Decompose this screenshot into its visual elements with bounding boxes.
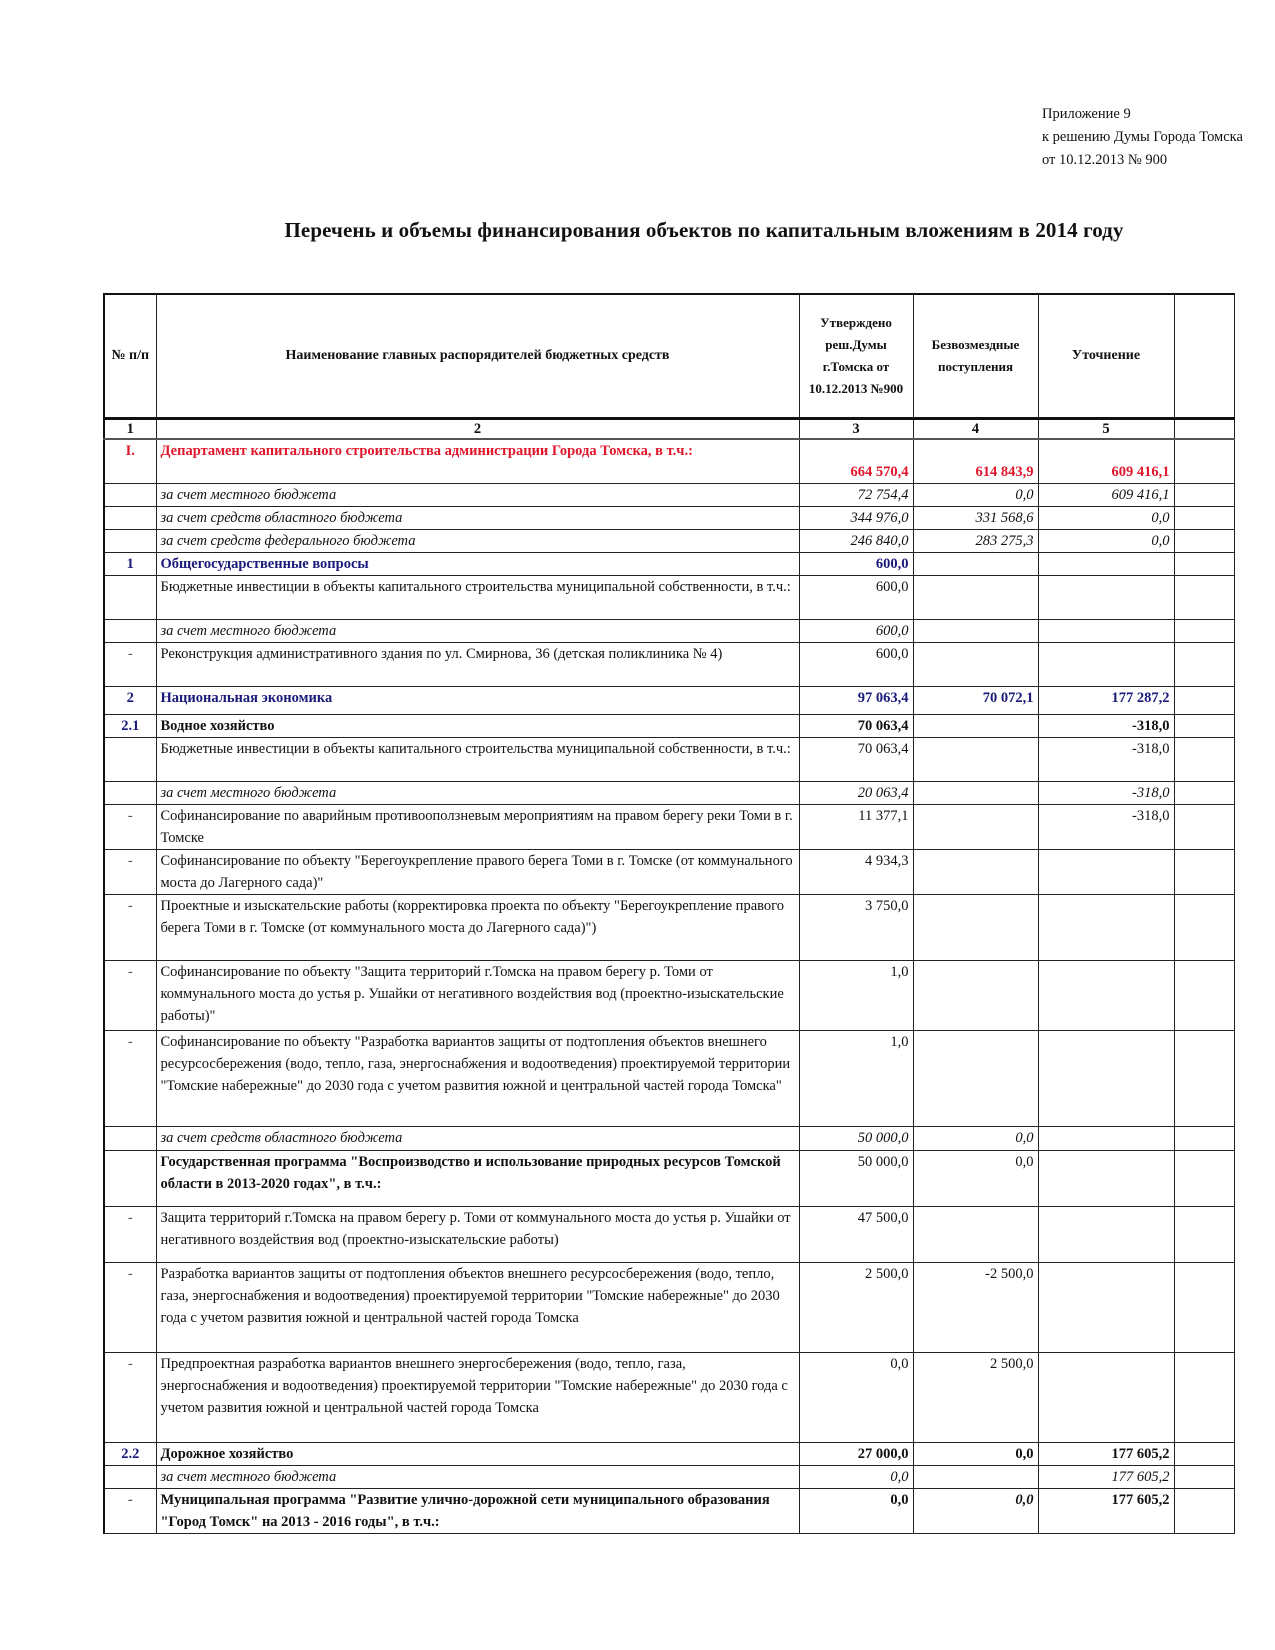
row-grants-value: 283 275,3 (913, 529, 1038, 552)
row-number: - (104, 1030, 156, 1126)
row-number: - (104, 1352, 156, 1442)
row-extra-value (1174, 1126, 1234, 1150)
row-approved-value: 600,0 (799, 575, 913, 619)
row-extra-value (1174, 575, 1234, 619)
table-row (104, 619, 1234, 642)
row-grants-value (913, 714, 1038, 737)
row-grants-value: 70 072,1 (913, 686, 1038, 714)
row-name: за счет местного бюджета (156, 781, 799, 804)
row-approved-value: 50 000,0 (799, 1126, 913, 1150)
row-approved-value: 97 063,4 (799, 686, 913, 714)
row-number: 2 (104, 686, 156, 714)
row-adjustment-value: 177 605,2 (1038, 1465, 1174, 1488)
row-number (104, 1126, 156, 1150)
row-name: Софинансирование по аварийным противооползневым мероприятиям на правом берегу реки Томи в г. Томске (156, 804, 799, 849)
row-approved-value: 600,0 (799, 642, 913, 686)
row-adjustment-value: 609 416,1 (1038, 439, 1174, 483)
row-name: Национальная экономика (156, 686, 799, 714)
row-number (104, 575, 156, 619)
column-number: 2 (156, 419, 799, 440)
header-grants: Безвозмездные поступления (913, 294, 1038, 419)
row-adjustment-value (1038, 1262, 1174, 1352)
row-number: - (104, 1206, 156, 1262)
row-extra-value (1174, 1442, 1234, 1465)
table-row (104, 804, 1234, 849)
row-name: Реконструкция административного здания по ул. Смирнова, 36 (детская поликлиника № 4) (156, 642, 799, 686)
row-adjustment-value (1038, 894, 1174, 960)
row-name: за счет средств областного бюджета (156, 1126, 799, 1150)
row-extra-value (1174, 960, 1234, 1030)
row-grants-value (913, 737, 1038, 781)
row-grants-value (913, 642, 1038, 686)
table-row (104, 714, 1234, 737)
table-row (104, 737, 1234, 781)
header-number: № п/п (104, 294, 156, 419)
row-adjustment-value: 0,0 (1038, 506, 1174, 529)
table-row (104, 575, 1234, 619)
row-number: - (104, 960, 156, 1030)
row-extra-value (1174, 894, 1234, 960)
row-grants-value: 2 500,0 (913, 1352, 1038, 1442)
row-adjustment-value (1038, 1030, 1174, 1126)
row-approved-value: 70 063,4 (799, 737, 913, 781)
row-grants-value (913, 575, 1038, 619)
row-name: Водное хозяйство (156, 714, 799, 737)
column-number-row (104, 419, 1234, 440)
row-name: Общегосударственные вопросы (156, 552, 799, 575)
row-grants-value: -2 500,0 (913, 1262, 1038, 1352)
table-row (104, 506, 1234, 529)
row-name: Защита территорий г.Томска на правом берегу р. Томи от коммунального моста до устья р. Ушайки от негативного воздействия вод (проектно-изыскательские работы) (156, 1206, 799, 1262)
row-adjustment-value: 177 605,2 (1038, 1488, 1174, 1533)
table-row (104, 781, 1234, 804)
row-approved-value: 664 570,4 (799, 439, 913, 483)
row-extra-value (1174, 1465, 1234, 1488)
table-row (104, 1030, 1234, 1126)
row-name: Софинансирование по объекту "Берегоукрепление правого берега Томи в г. Томске (от коммунального моста до Лагерного сада)" (156, 849, 799, 894)
row-approved-value: 4 934,3 (799, 849, 913, 894)
row-grants-value (913, 1206, 1038, 1262)
row-approved-value: 70 063,4 (799, 714, 913, 737)
column-number (1174, 419, 1234, 440)
row-approved-value: 20 063,4 (799, 781, 913, 804)
row-extra-value (1174, 642, 1234, 686)
row-name: Департамент капитального строительства администрации Города Томска, в т.ч.: (156, 439, 799, 483)
table-row (104, 1352, 1234, 1442)
row-approved-value: 0,0 (799, 1488, 913, 1533)
row-grants-value (913, 1465, 1038, 1488)
row-name: за счет местного бюджета (156, 483, 799, 506)
row-number (104, 506, 156, 529)
column-number: 3 (799, 419, 913, 440)
row-grants-value (913, 804, 1038, 849)
header-extra (1174, 294, 1234, 419)
row-number (104, 781, 156, 804)
row-adjustment-value: -318,0 (1038, 781, 1174, 804)
row-name: за счет местного бюджета (156, 1465, 799, 1488)
row-approved-value: 0,0 (799, 1352, 913, 1442)
row-extra-value (1174, 737, 1234, 781)
row-extra-value (1174, 529, 1234, 552)
row-number (104, 737, 156, 781)
document-title: Перечень и объемы финансирования объектов по капитальным вложениям в 2014 году (284, 218, 1124, 242)
table-row (104, 1206, 1234, 1262)
row-number: - (104, 642, 156, 686)
row-extra-value (1174, 552, 1234, 575)
row-extra-value (1174, 1150, 1234, 1206)
row-number: 2.1 (104, 714, 156, 737)
row-name: Бюджетные инвестиции в объекты капитального строительства муниципальной собственности, в т.ч.: (156, 737, 799, 781)
row-adjustment-value: 177 605,2 (1038, 1442, 1174, 1465)
row-approved-value: 47 500,0 (799, 1206, 913, 1262)
column-number: 5 (1038, 419, 1174, 440)
row-adjustment-value: -318,0 (1038, 804, 1174, 849)
row-approved-value: 344 976,0 (799, 506, 913, 529)
row-adjustment-value: 177 287,2 (1038, 686, 1174, 714)
table-row (104, 1126, 1234, 1150)
row-grants-value (913, 781, 1038, 804)
row-approved-value: 600,0 (799, 552, 913, 575)
row-approved-value: 246 840,0 (799, 529, 913, 552)
row-name: Софинансирование по объекту "Защита территорий г.Томска на правом берегу р. Томи от коммунального моста до устья р. Ушайки от негативного воздействия вод (проектно-изыскательские работы)" (156, 960, 799, 1030)
annex-line-3: от 10.12.2013 № 900 (1042, 152, 1168, 168)
row-adjustment-value: -318,0 (1038, 737, 1174, 781)
row-number: - (104, 1262, 156, 1352)
row-approved-value: 2 500,0 (799, 1262, 913, 1352)
row-approved-value: 1,0 (799, 960, 913, 1030)
table-body (104, 439, 1234, 1533)
row-name: Дорожное хозяйство (156, 1442, 799, 1465)
annex-reference (1042, 103, 1243, 172)
row-approved-value: 1,0 (799, 1030, 913, 1126)
annex-line-2: к решению Думы Города Томска (1042, 129, 1243, 145)
row-adjustment-value (1038, 552, 1174, 575)
row-name: за счет средств областного бюджета (156, 506, 799, 529)
table-row (104, 642, 1234, 686)
row-grants-value: 0,0 (913, 483, 1038, 506)
table-row (104, 483, 1234, 506)
table-row (104, 1465, 1234, 1488)
table-row (104, 1150, 1234, 1206)
row-number (104, 619, 156, 642)
row-name: Предпроектная разработка вариантов внешнего энергосбережения (водо, тепло, газа, энергоснабжения и водоотведения) проектируемой территории "Томские набережные" до 2030 года с учетом развития южной и центральной частей города Томска (156, 1352, 799, 1442)
header-approved: Утверждено реш.Думы г.Томска от 10.12.2013 №900 (799, 294, 913, 419)
row-grants-value: 0,0 (913, 1442, 1038, 1465)
row-adjustment-value (1038, 1206, 1174, 1262)
row-extra-value (1174, 506, 1234, 529)
row-name: за счет средств федерального бюджета (156, 529, 799, 552)
row-adjustment-value: -318,0 (1038, 714, 1174, 737)
row-number: - (104, 1488, 156, 1533)
row-extra-value (1174, 849, 1234, 894)
row-approved-value: 72 754,4 (799, 483, 913, 506)
row-approved-value: 50 000,0 (799, 1150, 913, 1206)
row-extra-value (1174, 686, 1234, 714)
row-number (104, 529, 156, 552)
column-number: 1 (104, 419, 156, 440)
row-number (104, 1150, 156, 1206)
row-grants-value (913, 894, 1038, 960)
row-extra-value (1174, 804, 1234, 849)
row-extra-value (1174, 1352, 1234, 1442)
row-approved-value: 11 377,1 (799, 804, 913, 849)
row-adjustment-value (1038, 1150, 1174, 1206)
header-row (104, 294, 1234, 419)
table-row (104, 686, 1234, 714)
row-grants-value: 331 568,6 (913, 506, 1038, 529)
column-number: 4 (913, 419, 1038, 440)
row-number: 1 (104, 552, 156, 575)
row-grants-value (913, 849, 1038, 894)
row-extra-value (1174, 1262, 1234, 1352)
table-row (104, 1488, 1234, 1533)
row-number: - (104, 894, 156, 960)
row-extra-value (1174, 714, 1234, 737)
row-extra-value (1174, 1030, 1234, 1126)
row-grants-value: 0,0 (913, 1126, 1038, 1150)
row-adjustment-value (1038, 849, 1174, 894)
table-row (104, 960, 1234, 1030)
header-name: Наименование главных распорядителей бюджетных средств (156, 294, 799, 419)
row-name: Разработка вариантов защиты от подтопления объектов внешнего ресурсосбережения (водо, тепло, газа, энергоснабжения и водоотведения) проектируемой территории "Томские набережные" до 2030 года с учетом развития южной и центральной частей города Томска (156, 1262, 799, 1352)
header-adjustment: Уточнение (1038, 294, 1174, 419)
row-name: Бюджетные инвестиции в объекты капитального строительства муниципальной собственности, в т.ч.: (156, 575, 799, 619)
table-row (104, 439, 1234, 483)
row-grants-value: 614 843,9 (913, 439, 1038, 483)
row-number (104, 483, 156, 506)
table-row (104, 894, 1234, 960)
row-approved-value: 27 000,0 (799, 1442, 913, 1465)
row-grants-value (913, 1030, 1038, 1126)
row-adjustment-value: 0,0 (1038, 529, 1174, 552)
row-grants-value (913, 960, 1038, 1030)
row-grants-value (913, 552, 1038, 575)
row-adjustment-value (1038, 1352, 1174, 1442)
row-extra-value (1174, 1206, 1234, 1262)
row-grants-value (913, 619, 1038, 642)
row-approved-value: 0,0 (799, 1465, 913, 1488)
row-name: Проектные и изыскательские работы (корректировка проекта по объекту "Берегоукрепление правого берега Томи в г. Томске (от коммунального моста до Лагерного сада)") (156, 894, 799, 960)
row-adjustment-value: 609 416,1 (1038, 483, 1174, 506)
budget-table (103, 293, 1235, 1534)
row-grants-value: 0,0 (913, 1488, 1038, 1533)
row-adjustment-value (1038, 1126, 1174, 1150)
row-grants-value: 0,0 (913, 1150, 1038, 1206)
row-adjustment-value (1038, 642, 1174, 686)
row-number: 2.2 (104, 1442, 156, 1465)
row-extra-value (1174, 483, 1234, 506)
row-extra-value (1174, 781, 1234, 804)
row-approved-value: 600,0 (799, 619, 913, 642)
table-row (104, 529, 1234, 552)
row-approved-value: 3 750,0 (799, 894, 913, 960)
row-number (104, 1465, 156, 1488)
row-adjustment-value (1038, 960, 1174, 1030)
annex-line-1: Приложение 9 (1042, 106, 1131, 122)
table-row (104, 552, 1234, 575)
row-name: за счет местного бюджета (156, 619, 799, 642)
table-row (104, 849, 1234, 894)
row-extra-value (1174, 1488, 1234, 1533)
row-adjustment-value (1038, 575, 1174, 619)
row-name: Муниципальная программа "Развитие улично-дорожной сети муниципального образования "Город Томск" на 2013 - 2016 годы", в т.ч.: (156, 1488, 799, 1533)
row-number: I. (104, 439, 156, 483)
row-number: - (104, 804, 156, 849)
table-row (104, 1442, 1234, 1465)
row-number: - (104, 849, 156, 894)
row-adjustment-value (1038, 619, 1174, 642)
row-extra-value (1174, 619, 1234, 642)
row-name: Софинансирование по объекту "Разработка вариантов защиты от подтопления объектов внешнего ресурсосбережения (водо, тепло, газа, энергоснабжения и водоотведения) проектируемой территории "Томские набережные" до 2030 года с учетом развития южной и центральной частей города Томска" (156, 1030, 799, 1126)
table-row (104, 1262, 1234, 1352)
row-name: Государственная программа "Воспроизводство и использование природных ресурсов Томской области в 2013-2020 годах", в т.ч.: (156, 1150, 799, 1206)
row-extra-value (1174, 439, 1234, 483)
